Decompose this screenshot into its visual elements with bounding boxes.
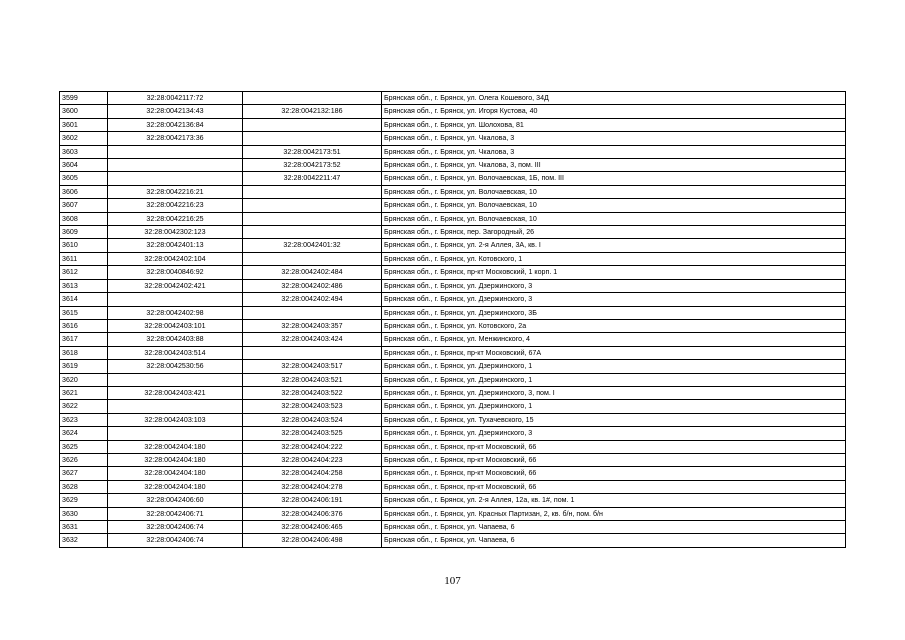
cadastral-number-cell: 32:28:0042403:101 [108, 319, 243, 332]
cadastral-number-cell [108, 427, 243, 440]
row-number: 3628 [60, 480, 108, 493]
cadastral-number-secondary-cell [243, 199, 382, 212]
table-row [60, 279, 846, 292]
page-number: 107 [444, 575, 461, 587]
table-row [60, 427, 846, 440]
cadastral-number-secondary-cell: 32:28:0042403:424 [243, 333, 382, 346]
row-number: 3611 [60, 252, 108, 265]
cadastral-number-cell: 32:28:0042404:180 [108, 453, 243, 466]
row-number: 3616 [60, 319, 108, 332]
row-number: 3613 [60, 279, 108, 292]
cadastral-number-cell: 32:28:0042216:23 [108, 199, 243, 212]
row-number: 3632 [60, 534, 108, 547]
cadastral-number-secondary-cell: 32:28:0042402:486 [243, 279, 382, 292]
address-cell: Брянская обл., г. Брянск, ул. Дзержинского, 3 [382, 293, 846, 306]
table-row [60, 360, 846, 373]
address-cell: Брянская обл., г. Брянск, ул. Чапаева, 6 [382, 534, 846, 547]
address-cell: Брянская обл., г. Брянск, пер. Загородный, 26 [382, 226, 846, 239]
cadastral-number-cell: 32:28:0042403:421 [108, 386, 243, 399]
cadastral-number-secondary-cell [243, 252, 382, 265]
cadastral-number-secondary-cell: 32:28:0042403:521 [243, 373, 382, 386]
address-cell: Брянская обл., г. Брянск, ул. Тухачевского, 15 [382, 413, 846, 426]
row-number: 3626 [60, 453, 108, 466]
cadastral-number-secondary-cell: 32:28:0042132:186 [243, 105, 382, 118]
address-cell: Брянская обл., г. Брянск, ул. Дзержинского, 1 [382, 400, 846, 413]
table-row [60, 159, 846, 172]
address-cell: Брянская обл., г. Брянск, ул. Чкалова, 3, пом. III [382, 159, 846, 172]
cadastral-number-secondary-cell: 32:28:0042406:465 [243, 521, 382, 534]
cadastral-number-cell: 32:28:0042134:43 [108, 105, 243, 118]
table-row [60, 306, 846, 319]
table-row [60, 92, 846, 105]
cadastral-number-cell: 32:28:0042406:74 [108, 521, 243, 534]
cadastral-number-cell: 32:28:0042117:72 [108, 92, 243, 105]
address-cell: Брянская обл., г. Брянск, ул. Менжинского, 4 [382, 333, 846, 346]
address-cell: Брянская обл., г. Брянск, ул. Волочаевская, 10 [382, 185, 846, 198]
row-number: 3621 [60, 386, 108, 399]
table-row [60, 346, 846, 359]
row-number: 3605 [60, 172, 108, 185]
cadastral-number-secondary-cell: 32:28:0042173:52 [243, 159, 382, 172]
address-cell: Брянская обл., г. Брянск, пр-кт Московский, 67А [382, 346, 846, 359]
cadastral-number-cell: 32:28:0042402:98 [108, 306, 243, 319]
address-cell: Брянская обл., г. Брянск, пр-кт Московский, 66 [382, 467, 846, 480]
cadastral-number-cell: 32:28:0042401:13 [108, 239, 243, 252]
row-number: 3631 [60, 521, 108, 534]
cadastral-number-cell: 32:28:0042403:103 [108, 413, 243, 426]
table-row [60, 293, 846, 306]
cadastral-number-cell [108, 172, 243, 185]
cadastral-number-secondary-cell [243, 226, 382, 239]
cadastral-number-cell: 32:28:0042216:21 [108, 185, 243, 198]
table-row [60, 319, 846, 332]
address-cell: Брянская обл., г. Брянск, ул. 2-я Аллея, 3А, кв. I [382, 239, 846, 252]
table-row [60, 226, 846, 239]
address-cell: Брянская обл., г. Брянск, ул. Шолохова, 81 [382, 118, 846, 131]
cadastral-number-secondary-cell: 32:28:0042406:191 [243, 494, 382, 507]
row-number: 3600 [60, 105, 108, 118]
table-row [60, 199, 846, 212]
cadastral-number-cell: 32:28:0042402:104 [108, 252, 243, 265]
cadastral-number-secondary-cell: 32:28:0042406:376 [243, 507, 382, 520]
address-cell: Брянская обл., г. Брянск, ул. Волочаевская, 1Б, пом. III [382, 172, 846, 185]
row-number: 3610 [60, 239, 108, 252]
cadastral-number-secondary-cell: 32:28:0042403:525 [243, 427, 382, 440]
row-number: 3618 [60, 346, 108, 359]
row-number: 3615 [60, 306, 108, 319]
address-cell: Брянская обл., г. Брянск, пр-кт Московский, 1 корп. 1 [382, 266, 846, 279]
cadastral-number-secondary-cell: 32:28:0042403:522 [243, 386, 382, 399]
row-number: 3624 [60, 427, 108, 440]
table-row [60, 132, 846, 145]
cadastral-number-secondary-cell: 32:28:0042211:47 [243, 172, 382, 185]
cadastral-number-secondary-cell: 32:28:0042402:494 [243, 293, 382, 306]
row-number: 3622 [60, 400, 108, 413]
cadastral-number-secondary-cell [243, 185, 382, 198]
cadastral-number-secondary-cell [243, 346, 382, 359]
address-cell: Брянская обл., г. Брянск, ул. Дзержинского, 1 [382, 373, 846, 386]
row-number: 3606 [60, 185, 108, 198]
cadastral-number-secondary-cell: 32:28:0042173:51 [243, 145, 382, 158]
cadastral-number-cell: 32:28:0042404:180 [108, 480, 243, 493]
table-row [60, 252, 846, 265]
row-number: 3608 [60, 212, 108, 225]
row-number: 3620 [60, 373, 108, 386]
address-cell: Брянская обл., г. Брянск, ул. Дзержинского, 3, пом. I [382, 386, 846, 399]
cadastral-number-cell [108, 159, 243, 172]
cadastral-number-secondary-cell: 32:28:0042403:357 [243, 319, 382, 332]
table-row [60, 400, 846, 413]
table-row [60, 413, 846, 426]
row-number: 3627 [60, 467, 108, 480]
address-cell: Брянская обл., г. Брянск, ул. Котовского, 2а [382, 319, 846, 332]
cadastral-number-cell: 32:28:0042406:71 [108, 507, 243, 520]
address-cell: Брянская обл., г. Брянск, ул. Дзержинского, 3 [382, 427, 846, 440]
table-row [60, 266, 846, 279]
cadastral-number-secondary-cell [243, 132, 382, 145]
row-number: 3623 [60, 413, 108, 426]
address-cell: Брянская обл., г. Брянск, ул. 2-я Аллея, 12а, кв. 1#, пом. 1 [382, 494, 846, 507]
row-number: 3629 [60, 494, 108, 507]
cadastral-number-secondary-cell [243, 92, 382, 105]
address-cell: Брянская обл., г. Брянск, ул. Чапаева, 6 [382, 521, 846, 534]
row-number: 3617 [60, 333, 108, 346]
table-row [60, 507, 846, 520]
cadastral-number-cell: 32:28:0042530:56 [108, 360, 243, 373]
table-row [60, 453, 846, 466]
row-number: 3602 [60, 132, 108, 145]
address-cell: Брянская обл., г. Брянск, ул. Волочаевская, 10 [382, 199, 846, 212]
cadastral-number-cell: 32:28:0042173:36 [108, 132, 243, 145]
table-row [60, 185, 846, 198]
address-cell: Брянская обл., г. Брянск, пр-кт Московский, 66 [382, 453, 846, 466]
cadastral-number-secondary-cell: 32:28:0042404:222 [243, 440, 382, 453]
row-number: 3607 [60, 199, 108, 212]
cadastral-number-secondary-cell [243, 306, 382, 319]
cadastral-number-cell [108, 373, 243, 386]
cadastral-number-cell [108, 293, 243, 306]
cadastral-number-secondary-cell: 32:28:0042403:524 [243, 413, 382, 426]
row-number: 3612 [60, 266, 108, 279]
address-cell: Брянская обл., г. Брянск, ул. Чкалова, 3 [382, 145, 846, 158]
table-row [60, 172, 846, 185]
table-row [60, 373, 846, 386]
cadastral-table [59, 91, 846, 548]
address-cell: Брянская обл., г. Брянск, ул. Олега Кошевого, 34Д [382, 92, 846, 105]
cadastral-number-secondary-cell: 32:28:0042404:223 [243, 453, 382, 466]
cadastral-number-cell: 32:28:0042403:514 [108, 346, 243, 359]
row-number: 3599 [60, 92, 108, 105]
cadastral-number-cell: 32:28:0042404:180 [108, 440, 243, 453]
table-row [60, 212, 846, 225]
table-row [60, 480, 846, 493]
table-row [60, 386, 846, 399]
cadastral-number-cell: 32:28:0042302:123 [108, 226, 243, 239]
cadastral-number-secondary-cell: 32:28:0042404:258 [243, 467, 382, 480]
cadastral-number-secondary-cell: 32:28:0042401:32 [243, 239, 382, 252]
row-number: 3614 [60, 293, 108, 306]
address-cell: Брянская обл., г. Брянск, ул. Волочаевская, 10 [382, 212, 846, 225]
row-number: 3630 [60, 507, 108, 520]
table-row [60, 333, 846, 346]
cadastral-number-cell: 32:28:0042404:180 [108, 467, 243, 480]
cadastral-number-secondary-cell: 32:28:0042403:517 [243, 360, 382, 373]
cadastral-number-cell: 32:28:0042216:25 [108, 212, 243, 225]
table-row [60, 521, 846, 534]
address-cell: Брянская обл., г. Брянск, ул. Чкалова, 3 [382, 132, 846, 145]
row-number: 3619 [60, 360, 108, 373]
cadastral-number-secondary-cell [243, 212, 382, 225]
cadastral-number-cell: 32:28:0040846:92 [108, 266, 243, 279]
cadastral-number-secondary-cell: 32:28:0042404:278 [243, 480, 382, 493]
address-cell: Брянская обл., г. Брянск, пр-кт Московский, 66 [382, 480, 846, 493]
cadastral-number-secondary-cell [243, 118, 382, 131]
cadastral-number-cell: 32:28:0042406:74 [108, 534, 243, 547]
address-cell: Брянская обл., г. Брянск, ул. Дзержинского, 1 [382, 360, 846, 373]
address-cell: Брянская обл., г. Брянск, ул. Котовского, 1 [382, 252, 846, 265]
address-cell: Брянская обл., г. Брянск, ул. Дзержинского, 3 [382, 279, 846, 292]
row-number: 3625 [60, 440, 108, 453]
address-cell: Брянская обл., г. Брянск, ул. Красных Партизан, 2, кв. б/н, пом. б/н [382, 507, 846, 520]
table-row [60, 494, 846, 507]
table-row [60, 534, 846, 547]
cadastral-number-cell: 32:28:0042136:84 [108, 118, 243, 131]
table-row [60, 145, 846, 158]
cadastral-number-cell: 32:28:0042402:421 [108, 279, 243, 292]
address-cell: Брянская обл., г. Брянск, ул. Дзержинского, 3Б [382, 306, 846, 319]
cadastral-number-cell [108, 145, 243, 158]
table-row [60, 467, 846, 480]
cadastral-number-cell: 32:28:0042406:60 [108, 494, 243, 507]
row-number: 3603 [60, 145, 108, 158]
table-row [60, 239, 846, 252]
row-number: 3609 [60, 226, 108, 239]
cadastral-number-secondary-cell: 32:28:0042403:523 [243, 400, 382, 413]
row-number: 3604 [60, 159, 108, 172]
cadastral-number-cell [108, 400, 243, 413]
cadastral-number-cell: 32:28:0042403:88 [108, 333, 243, 346]
address-cell: Брянская обл., г. Брянск, ул. Игоря Кустова, 40 [382, 105, 846, 118]
row-number: 3601 [60, 118, 108, 131]
cadastral-table-body [60, 92, 846, 548]
cadastral-number-secondary-cell: 32:28:0042406:498 [243, 534, 382, 547]
address-cell: Брянская обл., г. Брянск, пр-кт Московский, 66 [382, 440, 846, 453]
table-row [60, 440, 846, 453]
cadastral-number-secondary-cell: 32:28:0042402:484 [243, 266, 382, 279]
table-row [60, 105, 846, 118]
table-row [60, 118, 846, 131]
